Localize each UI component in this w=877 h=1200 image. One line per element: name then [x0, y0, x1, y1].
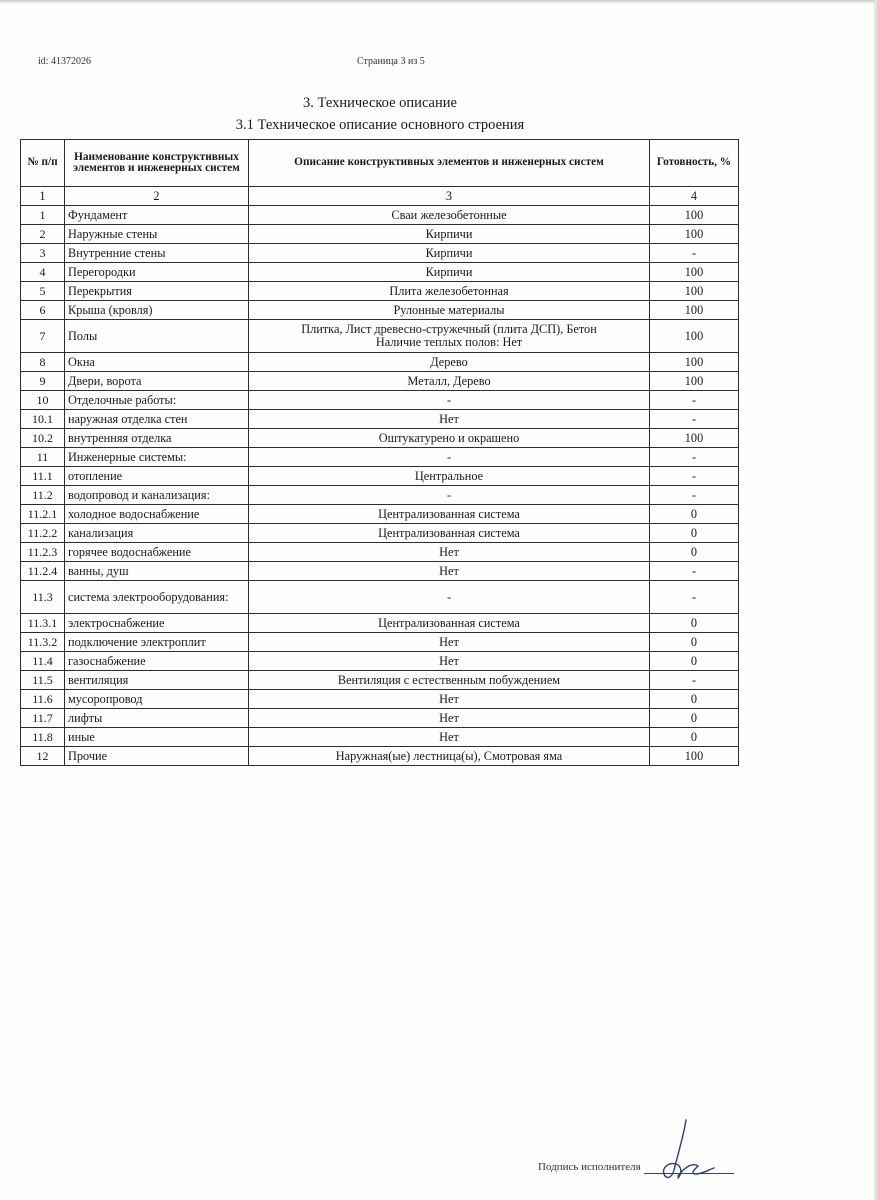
row-description: [249, 410, 650, 429]
row-description: [249, 633, 650, 652]
row-element-name: водопровод и канализация:: [65, 486, 249, 505]
row-number: 11.2.2: [21, 524, 65, 543]
table-row: [21, 372, 739, 391]
row-description: [249, 581, 650, 614]
technical-description-table: [20, 139, 739, 766]
row-description: [249, 505, 650, 524]
row-description: [249, 282, 650, 301]
row-description-line: Оштукатурено и окрашено: [378, 430, 520, 445]
row-readiness: 100: [650, 747, 739, 766]
row-readiness: 100: [650, 225, 739, 244]
table-row: [21, 410, 739, 429]
table-row: [21, 524, 739, 543]
table-row: [21, 391, 739, 410]
row-description: [249, 728, 650, 747]
table-row: [21, 747, 739, 766]
row-readiness: 0: [650, 633, 739, 652]
row-number: 2: [21, 225, 65, 244]
row-description: [249, 486, 650, 505]
row-element-name: наружная отделка стен: [65, 410, 249, 429]
row-element-name: Крыша (кровля): [65, 301, 249, 320]
table-row: [21, 728, 739, 747]
row-description-line: -: [446, 392, 452, 407]
row-element-name: электроснабжение: [65, 614, 249, 633]
table-row: [21, 282, 739, 301]
row-description: [249, 320, 650, 353]
table-row: [21, 671, 739, 690]
row-element-name: газоснабжение: [65, 652, 249, 671]
table-row: [21, 614, 739, 633]
header-description: Описание конструктивных элементов и инженерных систем: [249, 140, 650, 187]
row-description-line: Центральное: [414, 468, 484, 483]
row-description: [249, 448, 650, 467]
row-description-line: Плитка, Лист древесно-стружечный (плита ДСП), Бетон: [301, 322, 597, 337]
row-element-name: Внутренние стены: [65, 244, 249, 263]
row-element-name: Перекрытия: [65, 282, 249, 301]
row-element-name: холодное водоснабжение: [65, 505, 249, 524]
row-description-line: Нет: [439, 691, 459, 706]
row-readiness: 100: [650, 353, 739, 372]
row-element-name: Двери, ворота: [65, 372, 249, 391]
column-number: 4: [650, 187, 739, 206]
row-description-line: Кирпичи: [425, 245, 473, 260]
row-number: 1: [21, 206, 65, 225]
table-row: [21, 320, 739, 353]
row-readiness: -: [650, 486, 739, 505]
row-description-line: Кирпичи: [425, 226, 473, 241]
row-element-name: Отделочные работы:: [65, 391, 249, 410]
row-readiness: 100: [650, 206, 739, 225]
row-readiness: 0: [650, 709, 739, 728]
row-element-name: лифты: [65, 709, 249, 728]
table-row: [21, 690, 739, 709]
row-description-line: -: [446, 449, 452, 464]
row-readiness: 0: [650, 505, 739, 524]
table-row: [21, 505, 739, 524]
row-element-name: отопление: [65, 467, 249, 486]
row-description-line: Нет: [439, 729, 459, 744]
row-number: 11.1: [21, 467, 65, 486]
row-number: 11.2.3: [21, 543, 65, 562]
table-row: [21, 429, 739, 448]
column-number: 2: [65, 187, 249, 206]
row-readiness: -: [650, 562, 739, 581]
table-row: [21, 543, 739, 562]
row-description: [249, 372, 650, 391]
section-title: 3. Техническое описание: [303, 95, 457, 111]
handwritten-signature: [648, 1118, 718, 1184]
row-description-line: Дерево: [430, 354, 468, 369]
row-readiness: 100: [650, 301, 739, 320]
row-readiness: 0: [650, 543, 739, 562]
row-description: [249, 690, 650, 709]
row-element-name: подключение электроплит: [65, 633, 249, 652]
row-description: [249, 353, 650, 372]
row-readiness: -: [650, 448, 739, 467]
row-description-line: Нет: [439, 411, 459, 426]
row-number: 11.3.1: [21, 614, 65, 633]
row-element-name: канализация: [65, 524, 249, 543]
row-readiness: -: [650, 671, 739, 690]
row-number: 4: [21, 263, 65, 282]
row-number: 11.7: [21, 709, 65, 728]
row-description: [249, 467, 650, 486]
row-description: [249, 543, 650, 562]
row-element-name: Фундамент: [65, 206, 249, 225]
row-element-name: горячее водоснабжение: [65, 543, 249, 562]
row-number: 7: [21, 320, 65, 353]
row-number: 11.2.1: [21, 505, 65, 524]
row-element-name: мусоропровод: [65, 690, 249, 709]
row-description: [249, 225, 650, 244]
row-readiness: -: [650, 581, 739, 614]
row-description-line: Рулонные материалы: [393, 302, 505, 317]
row-description: [249, 562, 650, 581]
row-description-line: -: [446, 589, 452, 604]
row-number: 10.2: [21, 429, 65, 448]
row-element-name: вентиляция: [65, 671, 249, 690]
row-description: [249, 747, 650, 766]
row-readiness: 0: [650, 652, 739, 671]
row-element-name: система электрооборудования:: [65, 581, 249, 614]
row-readiness: -: [650, 391, 739, 410]
row-number: 5: [21, 282, 65, 301]
row-description: [249, 263, 650, 282]
row-description-line: Централизованная система: [378, 615, 520, 630]
row-number: 11.2.4: [21, 562, 65, 581]
column-number-row: [21, 187, 739, 206]
header-number: № п/п: [21, 140, 65, 187]
row-number: 11.2: [21, 486, 65, 505]
row-element-name: Перегородки: [65, 263, 249, 282]
table-row: [21, 206, 739, 225]
row-description: [249, 652, 650, 671]
row-description-line: Централизованная система: [378, 506, 520, 521]
row-number: 11.3.2: [21, 633, 65, 652]
row-description: [249, 206, 650, 225]
row-readiness: 100: [650, 372, 739, 391]
row-description: [249, 709, 650, 728]
row-number: 12: [21, 747, 65, 766]
row-readiness: -: [650, 467, 739, 486]
header-readiness: Готовность, %: [650, 140, 739, 187]
row-readiness: 0: [650, 614, 739, 633]
row-element-name: иные: [65, 728, 249, 747]
row-readiness: 100: [650, 282, 739, 301]
table-body: [21, 187, 739, 766]
row-element-name: Инженерные системы:: [65, 448, 249, 467]
row-description-line: Кирпичи: [425, 264, 473, 279]
row-description: [249, 391, 650, 410]
row-number: 10.1: [21, 410, 65, 429]
table-row: [21, 652, 739, 671]
document-id: id: 41372026: [38, 56, 92, 67]
row-number: 11.6: [21, 690, 65, 709]
scan-edge-top: [0, 0, 877, 4]
row-element-name: Наружные стены: [65, 225, 249, 244]
row-readiness: 100: [650, 263, 739, 282]
table-row: [21, 353, 739, 372]
row-description-line: Наличие теплых полов: Нет: [375, 335, 523, 349]
row-number: 10: [21, 391, 65, 410]
row-number: 11.4: [21, 652, 65, 671]
table-row: [21, 581, 739, 614]
row-description: [249, 524, 650, 543]
row-element-name: Прочие: [65, 747, 249, 766]
row-description: [249, 301, 650, 320]
row-number: 11.3: [21, 581, 65, 614]
row-description-line: Нет: [439, 544, 459, 559]
row-description-line: Нет: [439, 710, 459, 725]
row-element-name: внутренняя отделка: [65, 429, 249, 448]
row-number: 11.8: [21, 728, 65, 747]
row-readiness: -: [650, 410, 739, 429]
table-row: [21, 263, 739, 282]
row-description: [249, 244, 650, 263]
row-description-line: -: [446, 487, 452, 502]
row-readiness: 0: [650, 728, 739, 747]
row-description-line: Наружная(ые) лестница(ы), Смотровая яма: [335, 748, 563, 763]
row-readiness: -: [650, 244, 739, 263]
row-description-line: Нет: [439, 634, 459, 649]
row-number: 8: [21, 353, 65, 372]
table-header-row: [21, 140, 739, 187]
row-readiness: 100: [650, 429, 739, 448]
row-element-name: Полы: [65, 320, 249, 353]
row-number: 3: [21, 244, 65, 263]
table-row: [21, 244, 739, 263]
row-description-line: Нет: [439, 653, 459, 668]
table-row: [21, 486, 739, 505]
row-readiness: 0: [650, 524, 739, 543]
row-description-line: Плита железобетонная: [389, 283, 509, 298]
page-indicator: Страница 3 из 5: [357, 56, 425, 67]
row-description-line: Вентиляция с естественным побуждением: [337, 672, 561, 687]
table-row: [21, 562, 739, 581]
table-row: [21, 301, 739, 320]
row-description-line: Сваи железобетонные: [391, 207, 507, 222]
row-number: 9: [21, 372, 65, 391]
row-description-line: Металл, Дерево: [407, 373, 491, 388]
table-row: [21, 448, 739, 467]
column-number: 3: [249, 187, 650, 206]
signature-label: Подпись исполнителя: [538, 1161, 641, 1173]
row-description: [249, 671, 650, 690]
row-element-name: ванны, душ: [65, 562, 249, 581]
header-element-name: Наименование конструктивных элементов и инженерных систем: [65, 140, 249, 187]
column-number: 1: [21, 187, 65, 206]
table-row: [21, 225, 739, 244]
subsection-title: 3.1 Техническое описание основного строения: [235, 117, 525, 133]
row-description: [249, 614, 650, 633]
row-description-line: Нет: [439, 563, 459, 578]
row-readiness: 0: [650, 690, 739, 709]
row-number: 11.5: [21, 671, 65, 690]
row-description-line: Централизованная система: [378, 525, 520, 540]
row-number: 6: [21, 301, 65, 320]
row-element-name: Окна: [65, 353, 249, 372]
table-row: [21, 633, 739, 652]
table-row: [21, 467, 739, 486]
row-description: [249, 429, 650, 448]
table-row: [21, 709, 739, 728]
row-readiness: 100: [650, 320, 739, 353]
row-number: 11: [21, 448, 65, 467]
signature-block: [538, 1156, 738, 1186]
